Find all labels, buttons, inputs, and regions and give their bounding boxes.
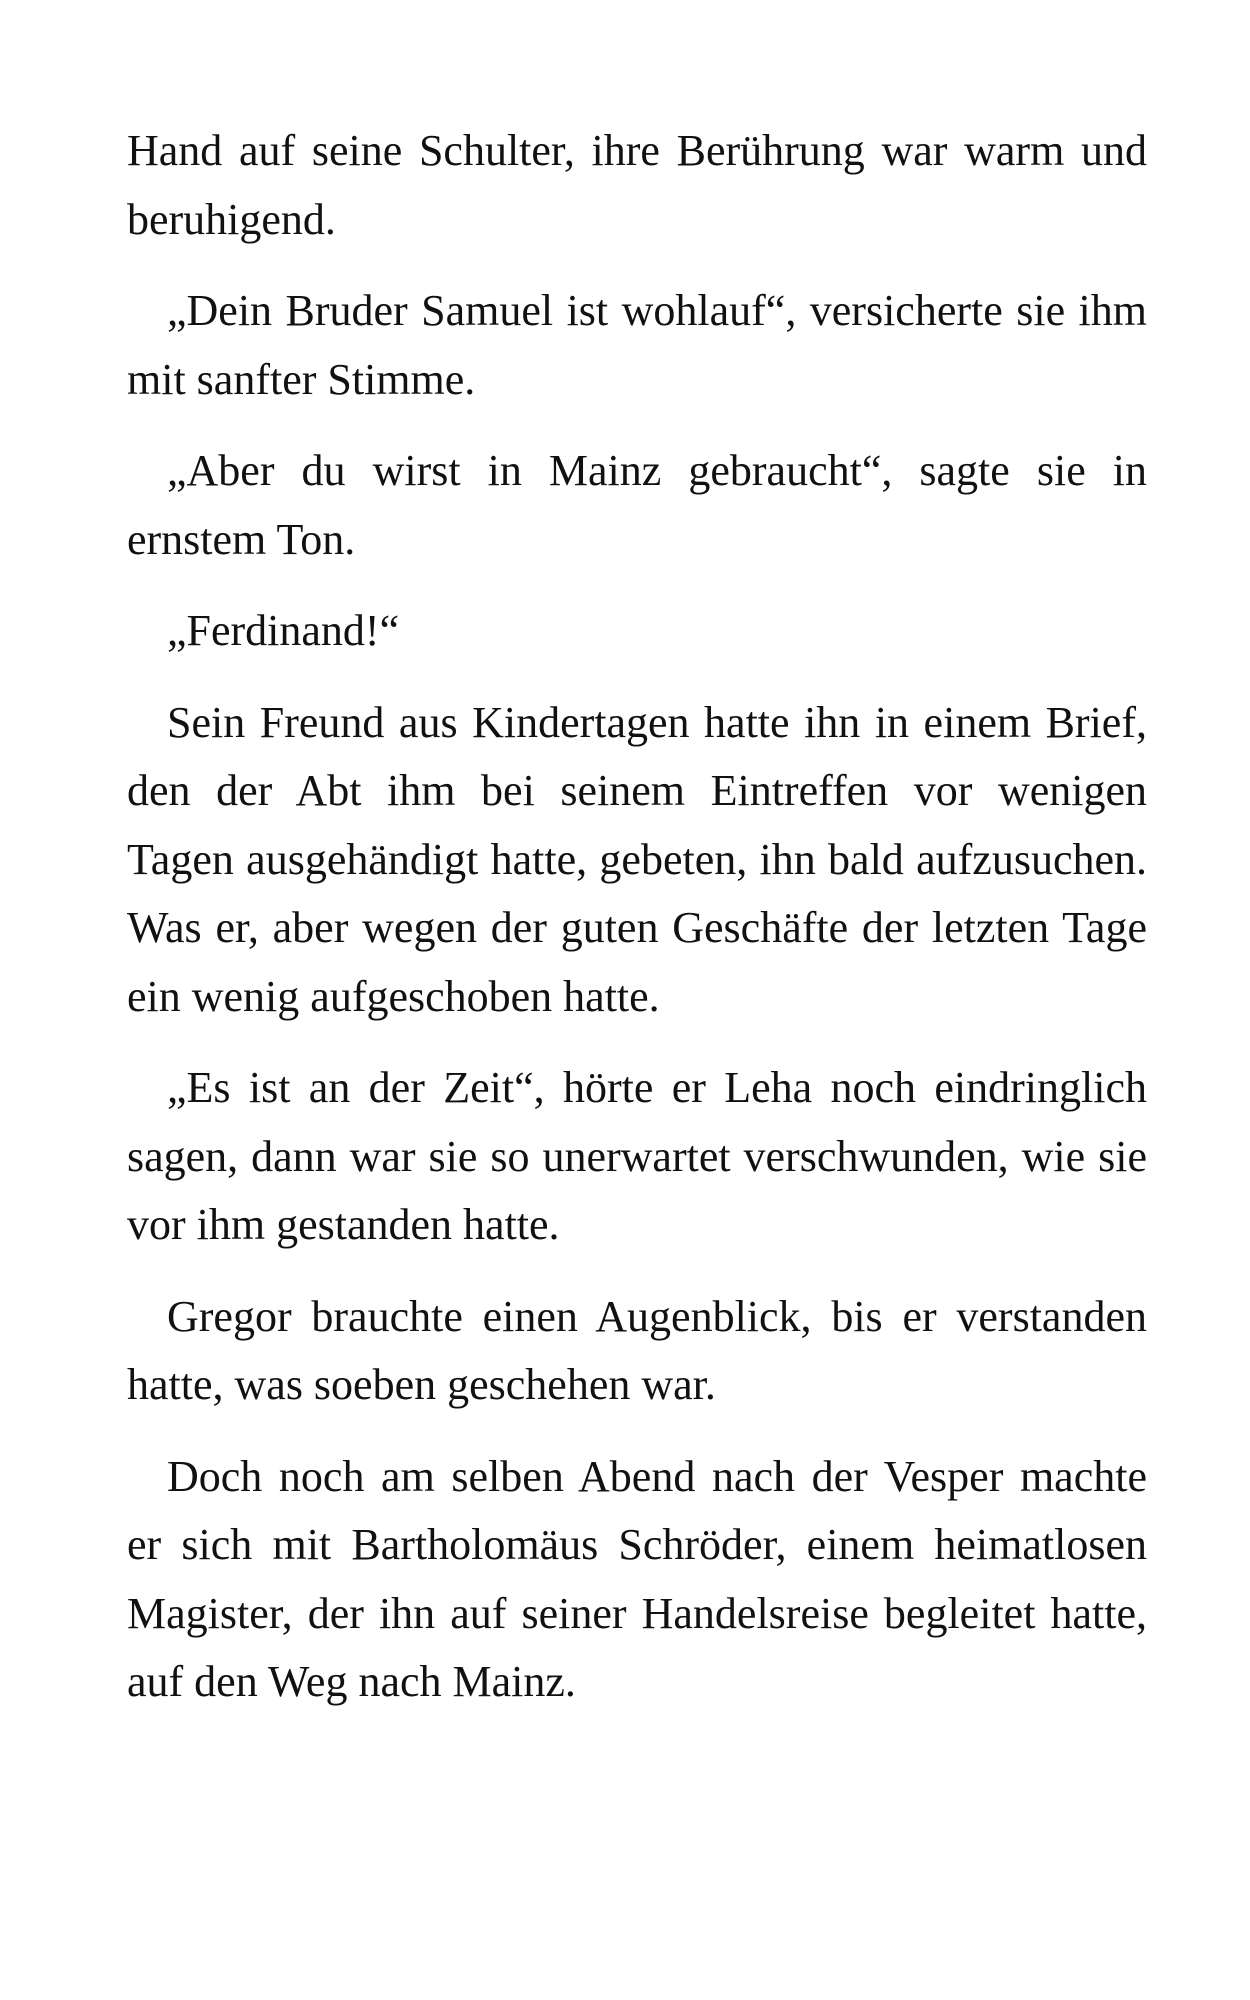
paragraph-5: Sein Freund aus Kindertagen hatte ihn in einem Brief, den der Abt ihm bei seinem Eintreffen vor wenigen Tagen ausgehändigt hatte, gebeten, ihn bald aufzusuchen. Was er, aber wegen der guten Geschäfte der letzten Tage ein wenig aufgeschoben hatte. <box>127 697 1147 1021</box>
body-text <box>127 117 1147 1740</box>
paragraph-4: „Ferdinand!“ <box>167 606 400 655</box>
paragraph-1: Hand auf seine Schulter, ihre Berührung war warm und beruhigend. <box>127 126 1147 244</box>
paragraph-8: Doch noch am selben Abend nach der Vesper machte er sich mit Bartholomäus Schröder, einem heimatlosen Magister, der ihn auf seiner Handelsreise begleitet hatte, auf den Weg nach Mainz. <box>127 1451 1147 1706</box>
paragraph-6: „Es ist an der Zeit“, hörte er Leha noch eindringlich sagen, dann war sie so unerwartet verschwunden, wie sie vor ihm gestanden hatte. <box>127 1063 1147 1249</box>
paragraph-3: „Aber du wirst in Mainz gebraucht“, sagte sie in ernstem Ton. <box>127 446 1147 564</box>
paragraph-7: Gregor brauchte einen Augenblick, bis er verstanden hatte, was soeben geschehen war. <box>127 1291 1147 1409</box>
paragraph-2: „Dein Bruder Samuel ist wohlauf“, versicherte sie ihm mit sanfter Stimme. <box>127 286 1147 404</box>
